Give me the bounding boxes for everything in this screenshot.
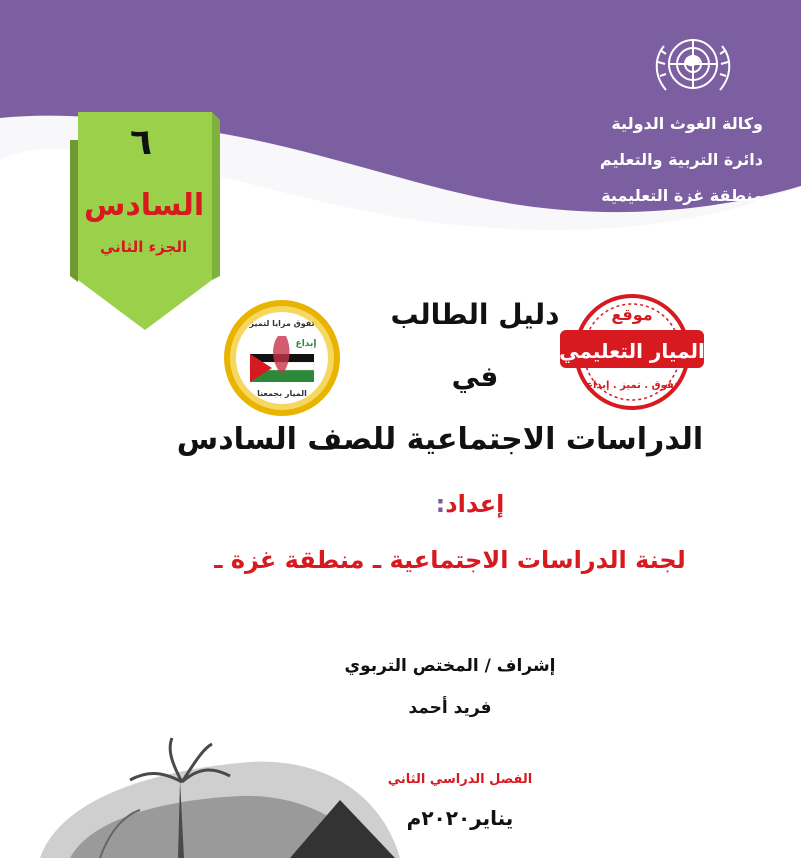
- org-line-unrwa: وكالة الغوث الدولية: [611, 114, 763, 133]
- org-line-gaza-area: منطقة غزة التعليمية: [601, 186, 763, 205]
- almayar-circle-logo: [220, 296, 344, 420]
- supervisor-name: فريد أحمد: [408, 698, 492, 718]
- title-subject: الدراسات الاجتماعية للصف السادس: [176, 422, 704, 457]
- book-part: الجزء الثاني: [100, 238, 188, 256]
- prepared-by-colon: :: [435, 490, 446, 518]
- logo-ring-top: تفوق مرايا لتميز: [249, 319, 315, 328]
- title-in: في: [451, 360, 499, 393]
- prepared-by-label: [340, 490, 600, 518]
- stamp-top-text: موقع: [611, 305, 653, 324]
- logo-ring-bottom: الميار بجمعنا: [257, 389, 307, 398]
- prepared-by-text: إعداد: [445, 490, 505, 518]
- semester-label: الفصل الدراسي الثاني: [387, 772, 533, 787]
- org-line-education-dept: دائرة التربية والتعليم: [599, 150, 763, 169]
- logo-ring-mid: إبداع: [295, 339, 317, 349]
- title-student-guide: دليل الطالب: [390, 298, 560, 331]
- stamp-main-text: الميار التعليمي: [559, 339, 705, 363]
- supervision-label: إشراف / المختص التربوي: [344, 656, 556, 676]
- grade-name: السادس: [84, 188, 205, 223]
- un-emblem-icon: [640, 28, 746, 106]
- committee-name: لجنة الدراسات الاجتماعية ـ منطقة غزة ـ: [214, 546, 686, 574]
- publication-date: يناير٢٠٢٠م: [406, 806, 514, 830]
- grade-number: ٦: [130, 122, 152, 163]
- stamp-bottom-text: تفوق . تميز . إبداع: [586, 380, 678, 391]
